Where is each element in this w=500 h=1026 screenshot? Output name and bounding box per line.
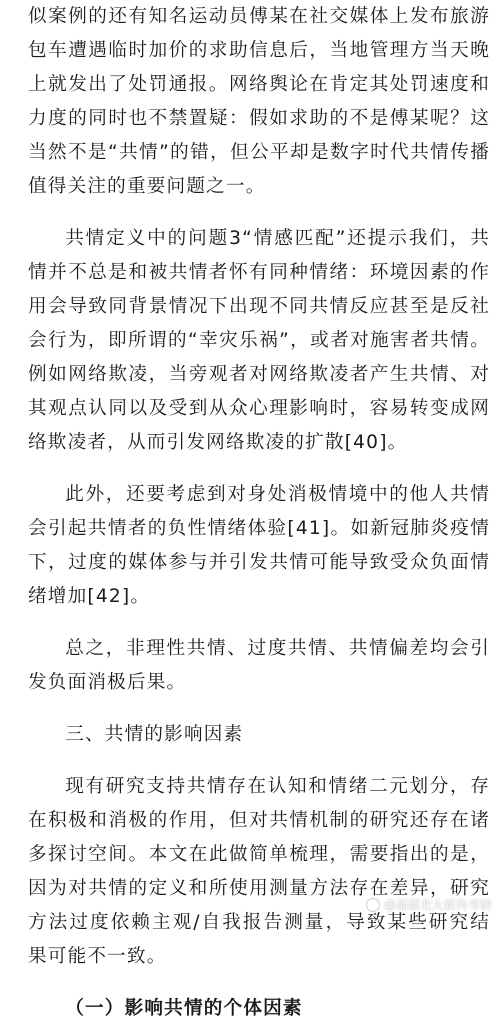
watermark [366,896,492,913]
paragraph-1: 似案例的还有知名运动员傅某在社交媒体上发布旅游包车遭遇临时加价的求助信息后，当地管理方当天晚上就发出了处罚通报。网络舆论在肯定其处罚速度和力度的同时也不禁置疑：假如求助的不是傅某呢？这当然不是“共情”的错，但公平却是数字时代共情传播值得关注的重要问题之一。 [28,6,490,197]
paragraph-3: 此外，还要考虑到对身处消极情境中的他人共情会引起共情者的负性情绪体验[41]。如新冠肺炎疫情下，过度的媒体参与并引发共情可能导致受众负面情绪增加[42]。 [28,484,490,607]
spacer [28,614,490,632]
spacer [28,752,490,770]
subsection-heading: （一）影响共情的个体因素 [65,998,303,1019]
paragraph-5: 现有研究支持共情存在认知和情绪二元划分，存在积极和消极的作用，但对共情机制的研究还存在诸多探讨空间。本文在此做简单梳理，需要指出的是，因为对共情的定义和所使用测量方法存在差异，研究方法过度依赖主观/自我报告测量，导致某些研究结果可能不一致。 [28,776,490,967]
weibo-logo-icon [366,898,380,912]
paragraph-2: 共情定义中的问题3“情感匹配”还提示我们，共情并不总是和被共情者怀有同种情绪：环境因素的作用会导致同背景情况下出现不同共情反应甚至是反社会行为，即所谓的“幸灾乐祸”，或者对施害者共情。例如网络欺凌，当旁观者对网络欺凌者产生共情、对其观点认同以及受到从众心理影响时，容易转变成网络欺凌者，从而引发网络欺凌的扩散[40]。 [28,228,490,453]
spacer [28,204,490,222]
spacer [28,974,490,992]
spacer [28,700,490,718]
paragraph-4: 总之，非理性共情、过度共情、共情偏差均会引发负面消极后果。 [28,638,490,693]
watermark-text: @福留北大新传考研 [383,898,492,912]
section-heading: 三、共情的影响因素 [65,724,244,745]
spacer [28,460,490,478]
